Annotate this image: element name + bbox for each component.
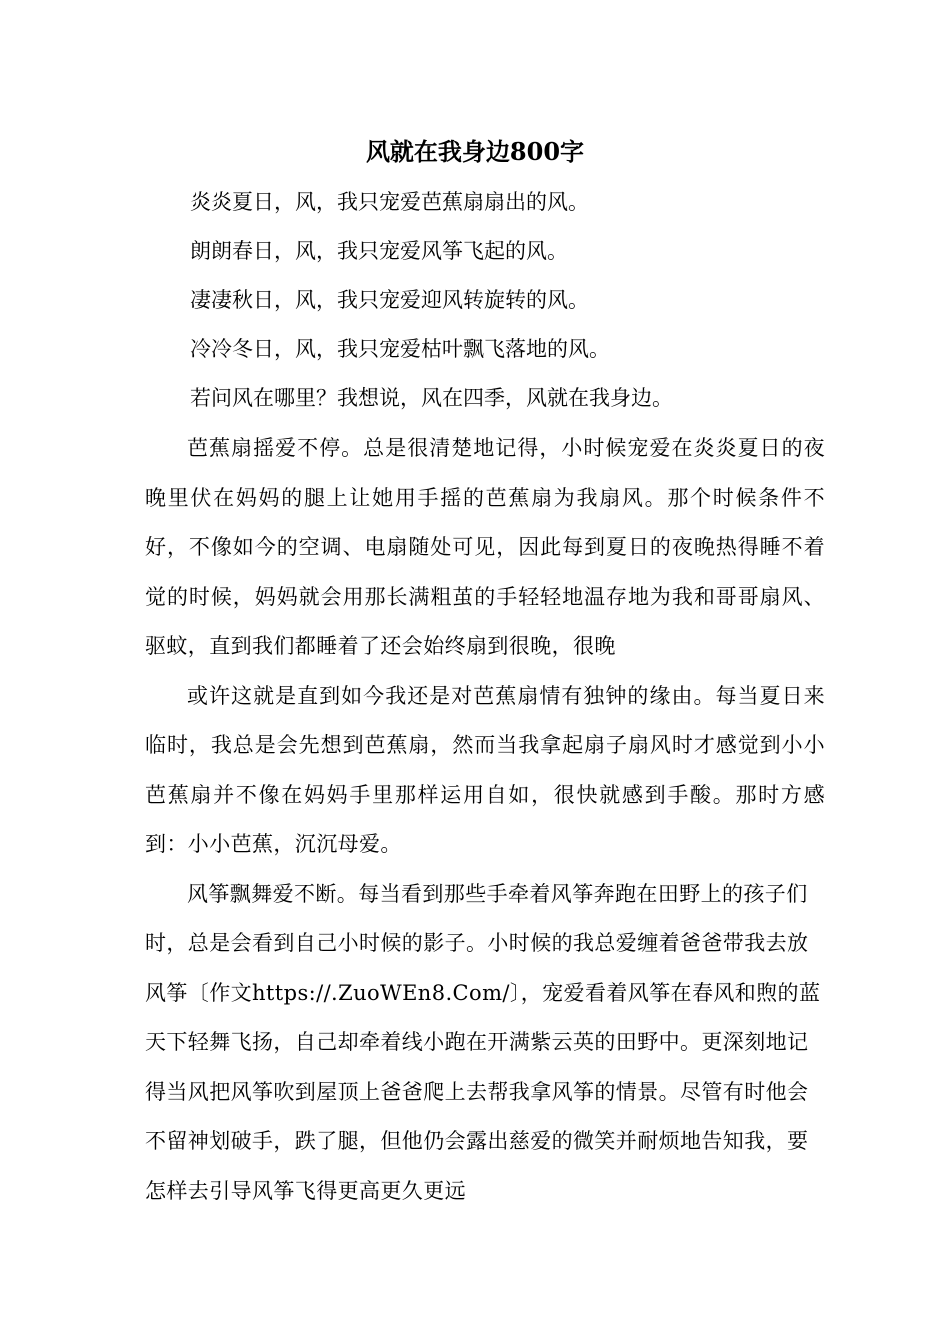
opening-lines [190,178,890,423]
opening-line-question: 若问风在哪里？我想说，风在四季，风就在我身边。 [190,386,673,410]
opening-line-spring: 朗朗春日，风，我只宠爱风筝飞起的风。 [190,239,568,263]
paragraph-palm-fan: 芭蕉扇摇爱不停。总是很清楚地记得，小时候宠爱在炎炎夏日的夜晚里伏在妈妈的腿上让她用手摇的芭蕉扇为我扇风。那个时候条件不好，不像如今的空调、电扇随处可见，因此每到夏日的夜晚热得睡不着觉的时候，妈妈就会用那长满粗茧的手轻轻地温存地为我和哥哥扇风、驱蚊，直到我们都睡着了还会始终扇到很晚，很晚 [145,436,825,658]
paragraph-kite: 风筝飘舞爱不断。每当看到那些手牵着风筝奔跑在田野上的孩子们时，总是会看到自己小时候的影子。小时候的我总爱缠着爸爸带我去放风筝〔作文https://.ZuoWEn8.Com/〕，宠爱看着风筝在春风和煦的蓝天下轻舞飞扬，自己却牵着线小跑在开满紫云英的田野中。更深刻地记得当风把风筝吹到屋顶上爸爸爬上去帮我拿风筝的情景。尽管有时他会不留神划破手，跌了腿，但他仍会露出慈爱的微笑并耐烦地告知我，要怎样去引导风筝飞得更高更久更远 [145,881,821,1203]
opening-line-summer: 炎炎夏日，风，我只宠爱芭蕉扇扇出的风。 [190,190,589,214]
paragraph-fan-memory: 或许这就是直到如今我还是对芭蕉扇情有独钟的缘由。每当夏日来临时，我总是会先想到芭蕉扇，然而当我拿起扇子扇风时才感觉到小小芭蕉扇并不像在妈妈手里那样运用自如，很快就感到手酸。那时方感到：小小芭蕉，沉沉母爱。 [145,683,825,856]
opening-line-autumn: 凄凄秋日，风，我只宠爱迎风转旋转的风。 [190,288,589,312]
opening-line-winter: 冷冷冬日，风，我只宠爱枯叶飘飞落地的风。 [190,337,610,361]
body-text [145,424,825,1216]
document-title: 风就在我身边800字 [365,137,585,166]
